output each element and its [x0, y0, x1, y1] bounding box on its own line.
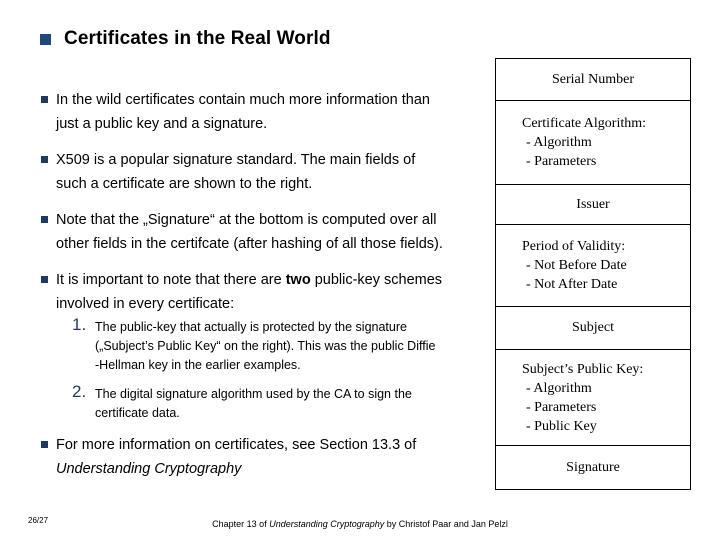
slide-title: Certificates in the Real World: [64, 28, 331, 49]
item-number: 2.: [72, 382, 87, 401]
square-bullet-icon: [41, 276, 48, 283]
cert-field-subject-public-key: [496, 350, 690, 446]
bullet-line: other fields in the certifcate (after hashing of all those fields).: [56, 236, 443, 252]
cert-field-item: - Algorithm: [526, 380, 592, 396]
square-bullet-icon: [41, 216, 48, 223]
cert-field-label: Serial Number: [551, 71, 635, 87]
footer-book-title: Understanding Cryptography: [269, 519, 385, 529]
cert-field-item: - Public Key: [526, 418, 597, 434]
bullet-line: In the wild certificates contain much more information than: [56, 92, 430, 108]
numbered-list: [40, 315, 490, 423]
cert-field-label: Subject’s Public Key:: [522, 361, 644, 377]
page-number: 26/27: [28, 516, 49, 525]
item-line: The digital signature algorithm used by the CA to sign the: [95, 387, 412, 401]
bullet-line: involved in every certificate:: [56, 296, 235, 312]
cert-field-label: Issuer: [576, 196, 610, 212]
bullet-item: [40, 88, 490, 136]
emphasis-two: two: [285, 272, 311, 288]
square-bullet-icon: [41, 441, 48, 448]
cert-field-label: Signature: [566, 459, 620, 475]
bullet-line: Note that the „Signature“ at the bottom is computed over all: [56, 212, 437, 228]
bullet-line: X509 is a popular signature standard. The main fields of: [56, 152, 416, 168]
cert-field-label: Certificate Algorithm:: [522, 116, 647, 131]
item-line: The public-key that actually is protected by the signature: [95, 320, 407, 334]
footer-text: Chapter 13 of: [212, 519, 270, 529]
cert-field-signature: [496, 446, 690, 489]
cert-field-item: - Parameters: [526, 154, 597, 169]
bullet-line: [56, 268, 490, 292]
cert-field-item: - Parameters: [526, 399, 597, 415]
bullet-item: [40, 148, 490, 196]
bullet-line: For more information on certificates, see Section 13.3 of: [56, 437, 417, 453]
bullet-text: It is important to note that there are: [56, 272, 286, 288]
item-line: certificate data.: [95, 406, 180, 420]
cert-field-serial-number: [496, 59, 690, 101]
cert-field-item: - Algorithm: [526, 135, 592, 150]
title-square-icon: [40, 34, 51, 45]
book-title: Understanding Cryptography: [56, 461, 242, 477]
cert-field-item: - Not After Date: [526, 277, 618, 292]
bullet-text: public-key schemes: [310, 272, 443, 288]
slide-footer: [0, 519, 720, 529]
numbered-item: [40, 315, 490, 375]
certificate-diagram: [495, 58, 691, 490]
cert-field-label: Period of Validity:: [522, 239, 626, 254]
cert-field-item: - Not Before Date: [526, 258, 627, 273]
cert-field-label: Subject: [572, 320, 614, 335]
item-line: („Subject’s Public Key“ on the right). This was the public Diffie: [95, 339, 436, 353]
square-bullet-icon: [41, 156, 48, 163]
slide-body: [40, 88, 490, 493]
footer-text: by Christof Paar and Jan Pelzl: [384, 519, 508, 529]
cert-field-subject: [496, 307, 690, 350]
bullet-item: [40, 268, 490, 316]
bullet-item: [40, 208, 490, 256]
cert-field-issuer: [496, 185, 690, 225]
cert-field-period-of-validity: [496, 225, 690, 307]
item-line: -Hellman key in the earlier examples.: [95, 358, 301, 372]
square-bullet-icon: [41, 96, 48, 103]
cert-field-certificate-algorithm: [496, 101, 690, 185]
bullet-line: [56, 457, 490, 481]
item-number: 1.: [72, 315, 87, 334]
bullet-line: such a certificate are shown to the right.: [56, 176, 313, 192]
slide-header: [40, 27, 331, 51]
bullet-line: just a public key and a signature.: [56, 116, 268, 132]
numbered-item: [40, 382, 490, 423]
bullet-item: [40, 433, 490, 481]
